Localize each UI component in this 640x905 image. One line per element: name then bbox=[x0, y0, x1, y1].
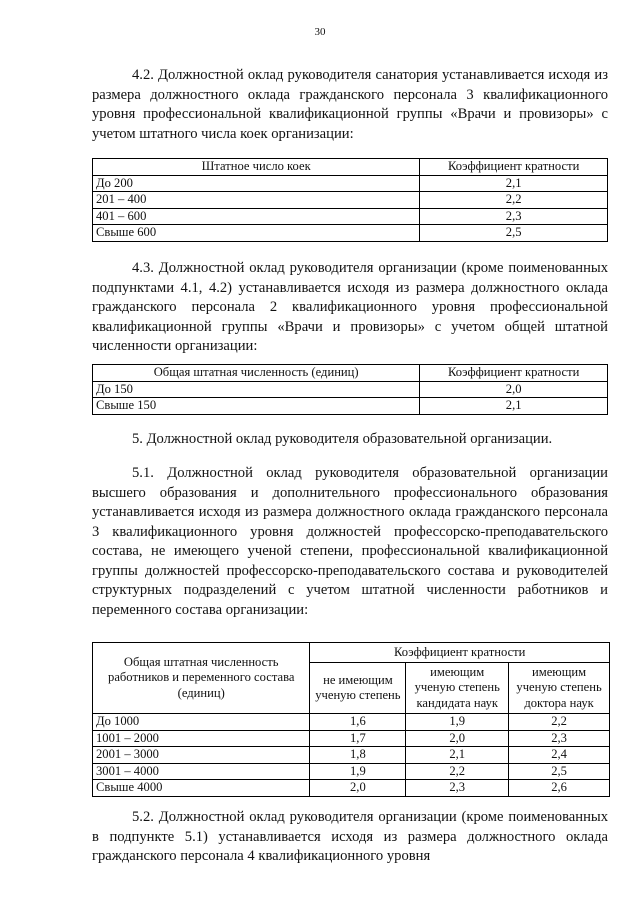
column-subheader: имеющим ученую степень кандидата наук bbox=[406, 663, 509, 714]
column-header: Коэффициент кратности bbox=[420, 159, 608, 176]
table-cell: 2,3 bbox=[509, 730, 610, 747]
table-cell: 2,6 bbox=[509, 780, 610, 797]
table-row bbox=[93, 225, 608, 242]
table-cell: 2,0 bbox=[406, 730, 509, 747]
paragraph-4-2: 4.2. Должностной оклад руководителя санатория устанавливается исходя из размера должностного оклада гражданского персонала 3 квалификационного уровня профессиональной квалификационной группы «Врачи и провизоры» с учетом штатного числа коек организации: bbox=[92, 67, 608, 142]
table-staff-count bbox=[92, 364, 608, 415]
column-subheader: имеющим ученую степень доктора наук bbox=[509, 663, 610, 714]
table-cell: 2,0 bbox=[420, 381, 608, 398]
table-row bbox=[93, 730, 610, 747]
table-cell: До 1000 bbox=[93, 714, 310, 731]
table-header-row bbox=[93, 159, 608, 176]
table-row bbox=[93, 381, 608, 398]
table-cell: До 150 bbox=[93, 381, 420, 398]
table-row bbox=[93, 192, 608, 209]
column-header: Коэффициент кратности bbox=[420, 365, 608, 382]
column-header: Штатное число коек bbox=[93, 159, 420, 176]
table-header-row bbox=[93, 643, 610, 663]
table-cell: 1001 – 2000 bbox=[93, 730, 310, 747]
paragraph-5-1: 5.1. Должностной оклад руководителя образовательной организации высшего образования и дополнительного профессионального образования устанавливается исходя из размера должностного оклада гражданского персонала 3 квалификационного уровня должностей профессорско-преподавательского состава, не имеющего ученой степени, профессиональной квалификационной группы должностей профессорско-преподавательского состава и руководителей структурных подразделений с учетом штатной численности работников и переменного состава организации: bbox=[92, 465, 608, 618]
table-education-staff bbox=[92, 642, 610, 797]
table-cell: Свыше 4000 bbox=[93, 780, 310, 797]
table-row bbox=[93, 763, 610, 780]
table-cell: 1,8 bbox=[310, 747, 406, 764]
table-row bbox=[93, 780, 610, 797]
column-subheader: не имеющим ученую степень bbox=[310, 663, 406, 714]
paragraph-4-3: 4.3. Должностной оклад руководителя организации (кроме поименованных подпунктами 4.1, 4.2) устанавливается исходя из размера должностного оклада гражданского персонала 2 квалификационного уровня профессиональной квалификационной группы «Врачи и провизоры» с учетом общей штатной численности организации: bbox=[92, 260, 608, 354]
table-cell: 2001 – 3000 bbox=[93, 747, 310, 764]
table-cell: 2,2 bbox=[509, 714, 610, 731]
table-bed-count bbox=[92, 158, 608, 242]
table-cell: 2,1 bbox=[406, 747, 509, 764]
table-header-row bbox=[93, 365, 608, 382]
table-cell: 2,3 bbox=[406, 780, 509, 797]
table-row bbox=[93, 714, 610, 731]
section-5-heading: 5. Должностной оклад руководителя образовательной организации. bbox=[132, 431, 553, 447]
table-cell: 1,9 bbox=[310, 763, 406, 780]
table-cell: До 200 bbox=[93, 175, 420, 192]
table-cell: 2,2 bbox=[420, 192, 608, 209]
column-header: Общая штатная численность (единиц) bbox=[93, 365, 420, 382]
table-cell: 401 – 600 bbox=[93, 208, 420, 225]
table-cell: 2,3 bbox=[420, 208, 608, 225]
table-row bbox=[93, 747, 610, 764]
table-cell: 2,0 bbox=[310, 780, 406, 797]
table-cell: 1,7 bbox=[310, 730, 406, 747]
paragraph-5-2: 5.2. Должностной оклад руководителя организации (кроме поименованных в подпункте 5.1) устанавливается исходя из размера должностного оклада гражданского персонала 4 квалификационного уровня bbox=[92, 809, 608, 864]
table-cell: 201 – 400 bbox=[93, 192, 420, 209]
table-cell: 2,1 bbox=[420, 175, 608, 192]
table-row bbox=[93, 175, 608, 192]
table-cell: 2,2 bbox=[406, 763, 509, 780]
table-cell: Свыше 600 bbox=[93, 225, 420, 242]
column-group-header: Коэффициент кратности bbox=[310, 643, 610, 663]
column-header: Общая штатная численность работников и переменного состава (единиц) bbox=[93, 643, 310, 714]
table-cell: 2,4 bbox=[509, 747, 610, 764]
table-cell: 2,1 bbox=[420, 398, 608, 415]
table-row bbox=[93, 208, 608, 225]
table-cell: 2,5 bbox=[509, 763, 610, 780]
table-row bbox=[93, 398, 608, 415]
table-cell: Свыше 150 bbox=[93, 398, 420, 415]
table-cell: 1,6 bbox=[310, 714, 406, 731]
table-cell: 2,5 bbox=[420, 225, 608, 242]
page-number: 30 bbox=[314, 26, 326, 38]
table-cell: 1,9 bbox=[406, 714, 509, 731]
table-cell: 3001 – 4000 bbox=[93, 763, 310, 780]
